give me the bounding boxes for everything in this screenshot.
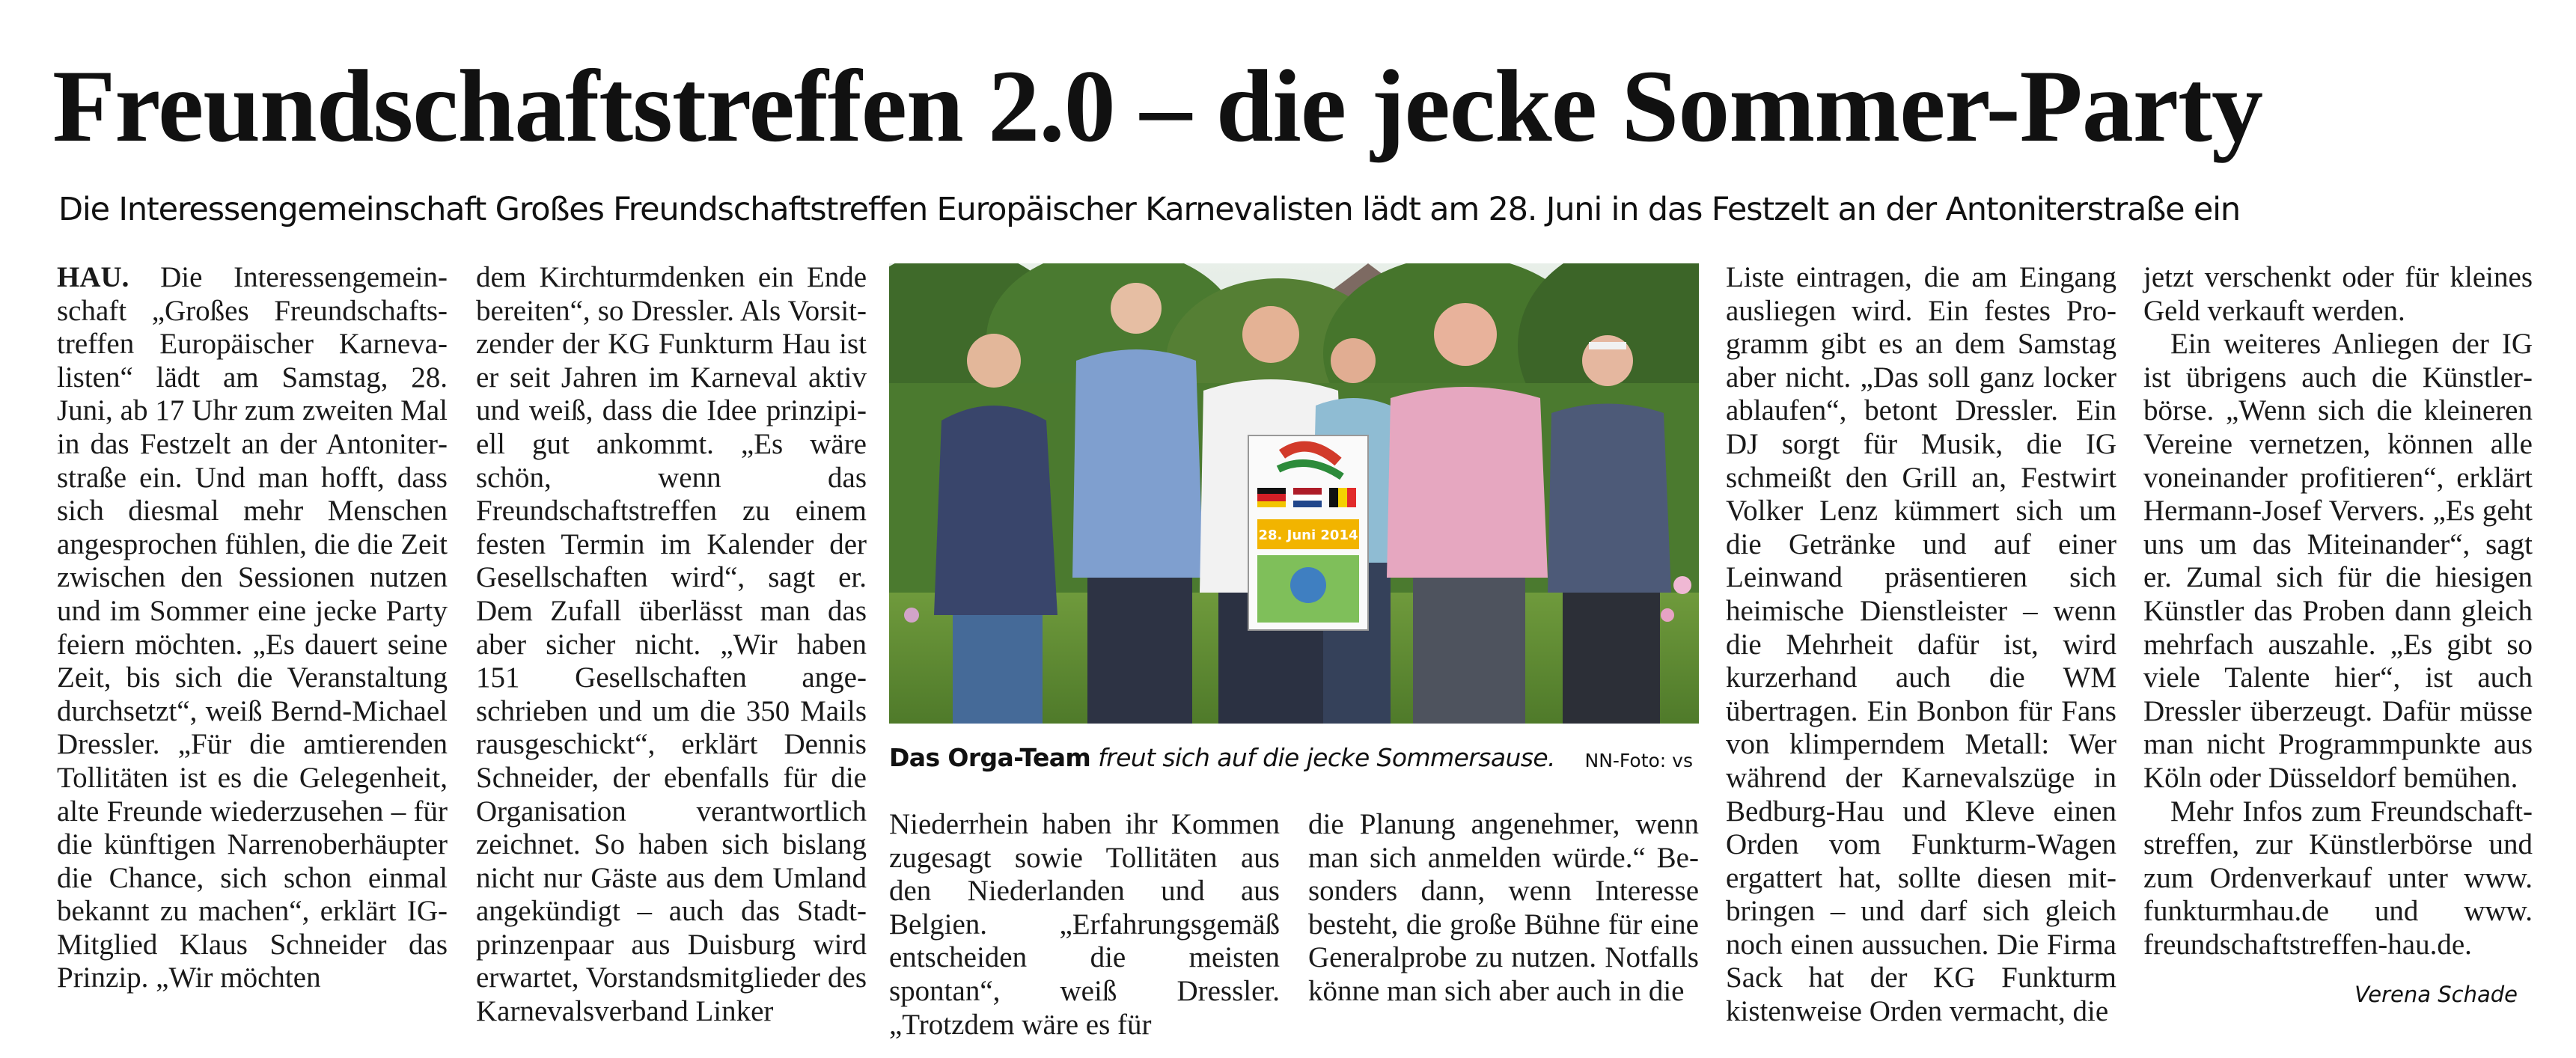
- caption-text: freut sich auf die jecke Sommersause.: [1090, 743, 1555, 772]
- article-column-1: [57, 261, 448, 1023]
- column-1-text: Die Interessengemeinschaft „Großes Freundschaftstreffen Europäischer Karnevalisten“ lädt am Samstag, 28. Juni, ab 17 Uhr zum zweiten Mal in das Festzelt an der Antoniterstraße ein. Und man hofft, dass sich diesmal mehr Menschen angesprochen fühlen, die die Zeit zwischen den Sessionen nutzen und im Sommer eine jecke Party feiern möchten. „Es dauert seine Zeit, bis sich die Veranstaltung durchsetzt“, weiß Bernd-Michael Dressler. „Für die amtierenden Tollitäten ist es die Gelegenheit, alte Freunde wiederzusehen – für die künftigen Narrenoberhäupter die Chance, sich schon einmal bekannt zu machen“, erklärt IG-Mitglied Klaus Schneider das Prinzip. „Wir möchten: [57, 261, 448, 994]
- photo-caption: [889, 739, 1699, 777]
- column-3-text: Niederrhein haben ihr Kommen zugesagt sowie Tollitäten aus den Niederlanden und aus Belgien. „Erfahrungsgemäß entscheiden die meisten spontan“, weiß Dressler. „Trotzdem wäre es für: [889, 808, 1280, 1041]
- article-author: Verena Schade: [2354, 982, 2518, 1007]
- article-headline: Freundschaftstreffen 2.0 – die jecke Sommer-Party: [52, 49, 2263, 163]
- column-4-text: die Planung angenehmer, wenn man sich anmelden würde.“ Besonders dann, wenn Interesse besteht, die große Bühne für eine Generalprobe zu nutzen. Notfalls könne man sich aber auch in die: [1308, 808, 1699, 1007]
- article-column-5: [1726, 261, 2116, 1028]
- article-column-6: [2143, 261, 2533, 1023]
- article-column-3: [889, 808, 1280, 1041]
- poster-date: 28. Juni 2014: [1258, 528, 1358, 543]
- article-column-2: [476, 261, 867, 1028]
- article-column-4: [1308, 808, 1699, 1025]
- column-6-paragraph-3: Mehr Infos zum Freundschaftstreffen, zur Künstlerbörse und zum Ordenverkauf unter www. funkturmhau.de und www. freundschaftstreffen-hau.de.: [2143, 795, 2533, 961]
- photo-credit: NN-Foto: vs: [1584, 750, 1693, 771]
- column-2-text: dem Kirchturmdenken ein Ende bereiten“, so Dressler. Als Vorsitzender der KG Funkturm Hau ist er seit Jahren im Karneval aktiv und weiß, dass die Idee prinzipiell gut ankommt. „Es wäre schön, wenn das Freundschaftstreffen zu einem festen Termin im Kalender der Gesellschaften wird“, sagt er. Dem Zufall überlässt man das aber sicher nicht. „Wir haben 151 Gesellschaften angeschrieben und um die 350 Mails rausgeschickt“, erklärt Dennis Schneider, der ebenfalls für die Organisation verantwortlich zeichnet. So haben sich bislang nicht nur Gäste aus dem Umland angekündigt – auch das Stadtprinzenpaar aus Duisburg wird erwartet, Vorstandsmitglieder des Karnevalsverband Linker: [476, 261, 867, 1028]
- column-5-text: Liste eintragen, die am Eingang ausliegen wird. Ein festes Programm gibt es an dem Samstag aber nicht. „Das soll ganz locker ablaufen“, betont Dressler. Ein DJ sorgt für Musik, die IG schmeißt den Grill an, Festwirt Volker Lenz kümmert sich um die Getränke und auf einer Leinwand präsentieren sich heimische Dienstleister – wenn die Mehrheit dafür ist, wird kurzerhand auch die WM übertragen. Ein Bonbon für Fans von klimperndem Metall: Wer während der Karnevalszüge in Bedburg-Hau und Kleve einen Orden vom Funkturm-Wagen ergattert hat, sollte diesen mitbringen – und darf sich gleich noch einen aussuchen. Die Firma Sack hat der KG Funkturm kistenweise Orden vermacht, die: [1726, 261, 2116, 1028]
- column-6-paragraph-1: jetzt verschenkt oder für kleines Geld verkauft werden.: [2143, 261, 2533, 327]
- caption-title: Das Orga-Team: [889, 743, 1091, 772]
- event-poster: [1248, 435, 1368, 630]
- team-photo: [889, 263, 1699, 724]
- column-6-paragraph-2: Ein weiteres Anliegen der IG ist übrigens auch die Künstlerbörse. „Wenn sich die kleineren Vereine vernetzen, können alle voneinander profitieren“, erklärt Hermann-Josef Ververs. „Es geht uns um das Miteinander“, sagt er. Zumal sich für die hiesigen Künstler das Proben dann gleich mehrfach auszahle. „Es gibt so viele Talente hier“, ist auch Dressler überzeugt. Dafür müsse man nicht Programmpunkte aus Köln oder Düsseldorf bemühen.: [2143, 328, 2533, 794]
- dateline: HAU.: [57, 261, 129, 293]
- article-subheadline: Die Interessengemeinschaft Großes Freundschaftstreffen Europäischer Karnevalisten lädt am 28. Juni in das Festzelt an der Antoniterstraße ein: [58, 191, 2240, 228]
